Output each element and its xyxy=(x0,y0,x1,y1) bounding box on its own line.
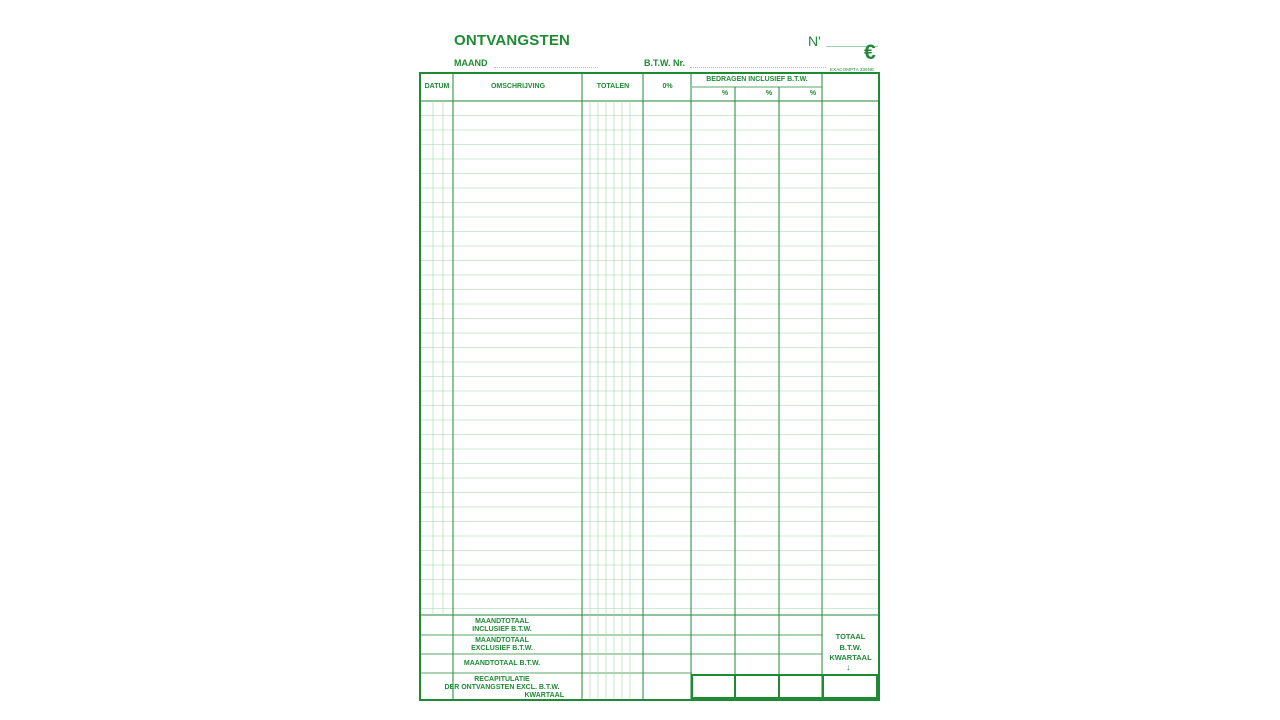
recap-box-rate-3[interactable] xyxy=(778,674,824,699)
header-amounts-incl-vat: BEDRAGEN INCLUSIEF B.T.W. xyxy=(706,76,808,83)
quarter-label-line1: TOTAAL xyxy=(835,632,866,641)
footer-month-total-excl xyxy=(422,637,582,653)
sheet-number-label: N' xyxy=(808,33,821,49)
euro-icon: € xyxy=(864,41,876,64)
footer-month-total-excl-line1: MAANDTOTAAL xyxy=(475,637,529,644)
footer-recap-line3: KWARTAAL xyxy=(524,692,564,699)
recap-box-quarter-vat[interactable] xyxy=(822,674,878,699)
footer-month-total-incl xyxy=(422,618,582,634)
header-omschrijving: OMSCHRIJVING xyxy=(490,83,546,90)
header-datum: DATUM xyxy=(424,83,450,90)
month-label: MAAND xyxy=(454,58,488,68)
footer-recap-line1: RECAPITULATIE xyxy=(474,676,530,683)
footer-month-total-vat: MAANDTOTAAL B.T.W. xyxy=(463,660,541,667)
footer-month-total-excl-line2: EXCLUSIEF B.T.W. xyxy=(471,645,533,652)
quarter-label-line2: B.T.W. xyxy=(839,642,862,652)
footer-month-total-incl-line1: MAANDTOTAAL xyxy=(475,618,529,625)
footer-month-total-incl-line2: INCLUSIEF B.T.W. xyxy=(472,626,532,633)
header-zero-rate: 0% xyxy=(662,83,673,90)
recap-box-rate-2[interactable] xyxy=(734,674,780,699)
recap-box-rate-1[interactable] xyxy=(691,674,736,699)
arrow-down-icon: ↓ xyxy=(846,662,851,672)
header-rate-3: % xyxy=(809,90,817,97)
header-rate-1: % xyxy=(721,90,729,97)
footer-recap-line2: DER ONTVANGSTEN EXCL. B.T.W. xyxy=(444,684,560,691)
header-rate-2: % xyxy=(765,90,773,97)
quarter-label-line3: KWARTAAL xyxy=(829,653,872,662)
quarter-vat-total-label xyxy=(823,632,878,664)
vat-number-label: B.T.W. Nr. xyxy=(644,58,686,68)
form-code: EXACOMPTA 336NE xyxy=(830,67,875,72)
footer-recap xyxy=(422,676,582,700)
form-title: ONTVANGSTEN xyxy=(454,32,571,49)
header-totalen: TOTALEN xyxy=(596,83,630,90)
